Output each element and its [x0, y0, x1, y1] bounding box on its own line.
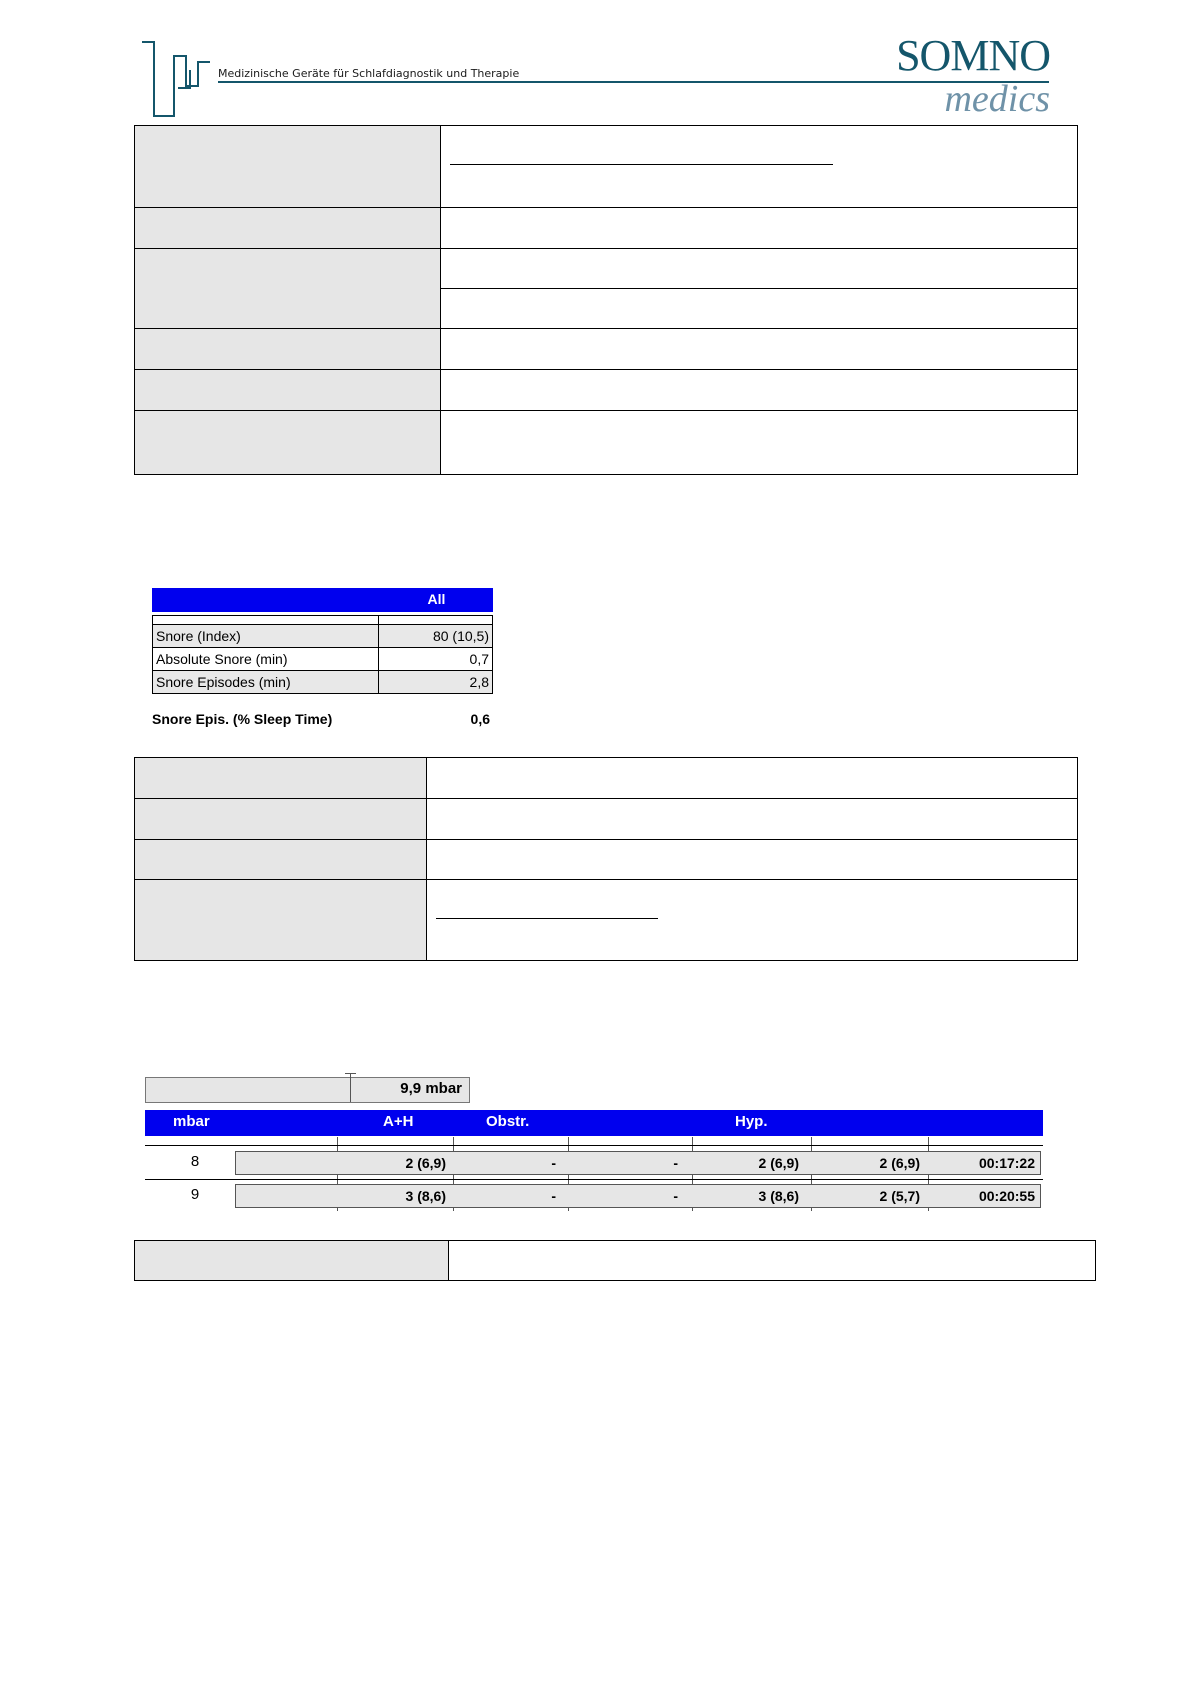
pressure-cell: 2 (6,9): [879, 1155, 920, 1171]
snore-row: [153, 671, 493, 694]
snore-row-value: 2,8: [379, 671, 493, 694]
form-value-cell[interactable]: [427, 758, 1078, 799]
header-obstr: Obstr.: [486, 1113, 530, 1130]
form-label-cell: [135, 126, 441, 208]
form-label-cell: [135, 329, 441, 370]
pressure-cell: 3 (8,6): [758, 1188, 799, 1204]
pressure-cell: 3 (8,6): [405, 1188, 446, 1204]
form-value-cell[interactable]: [441, 249, 1078, 289]
pressure-cell: -: [551, 1188, 556, 1204]
row-separator: [145, 1179, 1043, 1180]
form-label-cell: [135, 880, 427, 961]
snore-header-all: All: [427, 591, 446, 607]
header-ah: A+H: [383, 1113, 414, 1130]
signature-line: [450, 164, 833, 165]
pressure-row-label: 9: [190, 1186, 200, 1203]
form-value-cell[interactable]: [441, 208, 1078, 249]
snore-row-value: 0,7: [379, 648, 493, 671]
pressure-top-divider: [350, 1073, 351, 1102]
form-value-cell[interactable]: [441, 126, 1078, 208]
form-table-3: [134, 1240, 1096, 1281]
header-tagline: Medizinische Geräte für Schlafdiagnostik und Therapie: [218, 67, 520, 80]
form-label-cell: [135, 1241, 449, 1281]
snore-row-value: 80 (10,5): [379, 625, 493, 648]
snore-row-label: Snore (Index): [153, 625, 379, 648]
form-label-cell: [135, 840, 427, 880]
pressure-row-label: 8: [190, 1153, 200, 1170]
form-table-1: [134, 125, 1078, 475]
form-value-cell[interactable]: [449, 1241, 1096, 1281]
snore-total-label: Snore Epis. (% Sleep Time): [152, 711, 333, 727]
snore-total-value: 0,6: [470, 711, 490, 727]
pressure-top-value: 9,9 mbar: [400, 1080, 462, 1097]
brand-somno: SOMNO: [896, 31, 1050, 80]
brand-medics: medics: [944, 78, 1050, 120]
form-value-cell[interactable]: [427, 799, 1078, 840]
form-table-2: [134, 757, 1078, 961]
form-value-cell[interactable]: [441, 411, 1078, 475]
row-separator: [145, 1145, 1043, 1146]
form-label-cell: [135, 370, 441, 411]
snore-row-label: Absolute Snore (min): [153, 648, 379, 671]
form-label-cell: [135, 799, 427, 840]
pressure-top-tick: [345, 1073, 356, 1074]
somnomedics-logo-mark: [140, 40, 212, 118]
form-label-cell: [135, 208, 441, 249]
header-hyp: Hyp.: [735, 1113, 768, 1130]
pressure-cell: -: [673, 1188, 678, 1204]
form-value-cell[interactable]: [427, 840, 1078, 880]
pressure-cell: 00:20:55: [978, 1188, 1035, 1204]
pressure-cell: 00:17:22: [978, 1155, 1035, 1171]
form-value-cell[interactable]: [427, 880, 1078, 961]
form-value-cell[interactable]: [441, 289, 1078, 329]
pressure-table-header: [145, 1110, 1043, 1136]
header-rule: [218, 81, 1049, 83]
snore-row: [153, 648, 493, 671]
snore-row-label: Snore Episodes (min): [153, 671, 379, 694]
pressure-cell: 2 (5,7): [879, 1188, 920, 1204]
header-mbar: mbar: [173, 1113, 210, 1130]
snore-row: [153, 625, 493, 648]
pressure-cell: 2 (6,9): [758, 1155, 799, 1171]
form-label-cell: [135, 249, 441, 329]
pressure-cell: 2 (6,9): [405, 1155, 446, 1171]
form-value-cell[interactable]: [441, 370, 1078, 411]
pressure-cell: -: [673, 1155, 678, 1171]
form-value-cell[interactable]: [441, 329, 1078, 370]
form-label-cell: [135, 411, 441, 475]
form-label-cell: [135, 758, 427, 799]
pressure-cell: -: [551, 1155, 556, 1171]
signature-line: [436, 918, 658, 919]
snore-table: [152, 615, 493, 694]
